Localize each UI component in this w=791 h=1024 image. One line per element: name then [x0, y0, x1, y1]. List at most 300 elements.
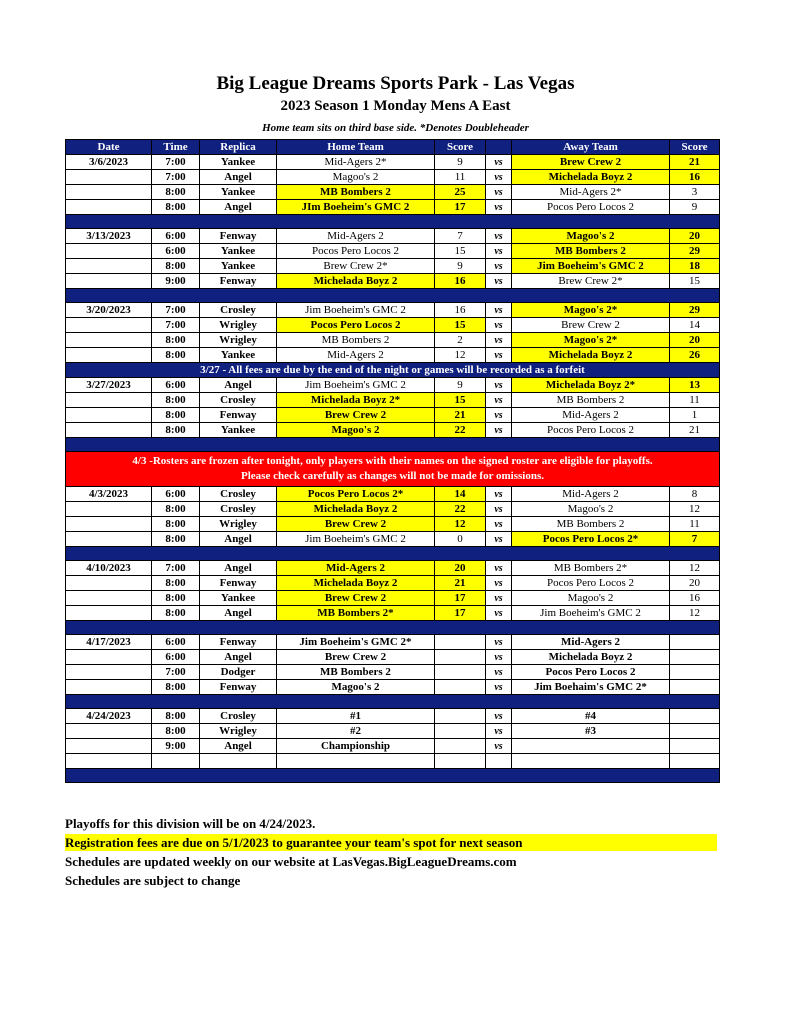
game-date — [66, 408, 152, 423]
column-header-date: Date — [66, 140, 152, 155]
game-field: Dodger — [200, 665, 277, 680]
game-time: 7:00 — [152, 665, 200, 680]
home-team: Michelada Boyz 2 — [277, 576, 435, 591]
away-score: 20 — [670, 229, 720, 244]
away-team: Pocos Pero Locos 2 — [512, 423, 670, 438]
vs-label: vs — [486, 348, 512, 363]
home-score: 2 — [435, 333, 486, 348]
game-time: 8:00 — [152, 680, 200, 695]
game-row — [66, 378, 720, 393]
away-score: 26 — [670, 348, 720, 363]
vs-label — [486, 754, 512, 769]
home-team — [277, 754, 435, 769]
home-score: 20 — [435, 561, 486, 576]
game-time: 8:00 — [152, 502, 200, 517]
vs-label: vs — [486, 185, 512, 200]
game-time: 8:00 — [152, 393, 200, 408]
home-team: Magoo's 2 — [277, 170, 435, 185]
home-score: 15 — [435, 393, 486, 408]
game-row — [66, 274, 720, 289]
away-team: #4 — [512, 709, 670, 724]
footer-website: Schedules are updated weekly on our website at LasVegas.BigLeagueDreams.com — [65, 854, 517, 869]
vs-label: vs — [486, 408, 512, 423]
vs-label: vs — [486, 680, 512, 695]
game-field: Yankee — [200, 155, 277, 170]
game-time: 8:00 — [152, 423, 200, 438]
game-time: 6:00 — [152, 487, 200, 502]
home-team-note: Home team sits on third base side. *Denotes Doubleheader — [262, 122, 529, 134]
vs-label: vs — [486, 561, 512, 576]
away-team: MB Bombers 2* — [512, 561, 670, 576]
game-date — [66, 739, 152, 754]
game-field: Fenway — [200, 576, 277, 591]
home-score: 22 — [435, 502, 486, 517]
away-team: Michelada Boyz 2 — [512, 650, 670, 665]
home-team: Pocos Pero Locos 2 — [277, 318, 435, 333]
home-team: Championship — [277, 739, 435, 754]
away-score: 18 — [670, 259, 720, 274]
game-time: 7:00 — [152, 155, 200, 170]
vs-label: vs — [486, 333, 512, 348]
home-team: Michelada Boyz 2 — [277, 502, 435, 517]
home-team: MB Bombers 2* — [277, 606, 435, 621]
home-score: 15 — [435, 318, 486, 333]
away-score: 9 — [670, 200, 720, 215]
vs-label: vs — [486, 200, 512, 215]
game-time: 8:00 — [152, 408, 200, 423]
game-time: 6:00 — [152, 229, 200, 244]
home-team: Brew Crew 2 — [277, 591, 435, 606]
game-time — [152, 754, 200, 769]
page-subtitle: 2023 Season 1 Monday Mens A East — [280, 98, 511, 114]
game-date — [66, 200, 152, 215]
game-date: 3/6/2023 — [66, 155, 152, 170]
game-field: Yankee — [200, 348, 277, 363]
vs-label: vs — [486, 378, 512, 393]
game-field: Crosley — [200, 303, 277, 318]
away-score: 21 — [670, 423, 720, 438]
away-team: MB Bombers 2 — [512, 517, 670, 532]
home-team: MB Bombers 2 — [277, 185, 435, 200]
game-row — [66, 724, 720, 739]
game-time: 7:00 — [152, 170, 200, 185]
game-row — [66, 303, 720, 318]
game-field: Angel — [200, 561, 277, 576]
fee-notice-row — [66, 363, 720, 378]
game-row — [66, 185, 720, 200]
vs-label: vs — [486, 665, 512, 680]
vs-label: vs — [486, 259, 512, 274]
game-date — [66, 680, 152, 695]
home-team: Jim Boeheim's GMC 2 — [277, 532, 435, 547]
vs-label: vs — [486, 635, 512, 650]
vs-label: vs — [486, 155, 512, 170]
game-time: 6:00 — [152, 635, 200, 650]
home-score: 11 — [435, 170, 486, 185]
home-team: JIm Boeheim's GMC 2 — [277, 200, 435, 215]
game-date — [66, 274, 152, 289]
game-date — [66, 754, 152, 769]
game-row — [66, 259, 720, 274]
game-time: 8:00 — [152, 348, 200, 363]
game-field: Angel — [200, 200, 277, 215]
vs-label: vs — [486, 487, 512, 502]
home-team: #1 — [277, 709, 435, 724]
home-score: 22 — [435, 423, 486, 438]
away-team: MB Bombers 2 — [512, 244, 670, 259]
roster-alert-line-1: 4/3 -Rosters are frozen after tonight, only players with their names on the signed roster are eligible for playoffs. — [132, 455, 653, 467]
game-time: 8:00 — [152, 576, 200, 591]
away-score: 20 — [670, 576, 720, 591]
vs-label: vs — [486, 244, 512, 259]
game-field: Crosley — [200, 393, 277, 408]
vs-label: vs — [486, 650, 512, 665]
game-time: 7:00 — [152, 561, 200, 576]
game-date — [66, 606, 152, 621]
vs-label: vs — [486, 318, 512, 333]
home-team: Brew Crew 2 — [277, 517, 435, 532]
column-header-home-score: Score — [435, 140, 486, 155]
game-date — [66, 185, 152, 200]
away-score: 13 — [670, 378, 720, 393]
game-date — [66, 333, 152, 348]
vs-label: vs — [486, 709, 512, 724]
game-field: Fenway — [200, 680, 277, 695]
week-separator-row — [66, 438, 720, 452]
home-score — [435, 665, 486, 680]
game-row — [66, 665, 720, 680]
game-row — [66, 591, 720, 606]
away-team: Michelada Boyz 2 — [512, 170, 670, 185]
game-date — [66, 650, 152, 665]
separator-cell — [66, 289, 720, 303]
separator-cell — [66, 621, 720, 635]
separator-cell — [66, 769, 720, 783]
away-team: Mid-Agers 2 — [512, 487, 670, 502]
game-date — [66, 244, 152, 259]
game-field: Wrigley — [200, 724, 277, 739]
game-row — [66, 229, 720, 244]
game-row — [66, 576, 720, 591]
week-separator-row — [66, 769, 720, 783]
home-score — [435, 650, 486, 665]
away-team: Michelada Boyz 2 — [512, 348, 670, 363]
home-score — [435, 709, 486, 724]
game-date — [66, 724, 152, 739]
game-field: Angel — [200, 650, 277, 665]
game-row — [66, 423, 720, 438]
home-team: Jim Boeheim's GMC 2 — [277, 378, 435, 393]
away-team: Brew Crew 2 — [512, 318, 670, 333]
home-score — [435, 680, 486, 695]
game-date: 4/24/2023 — [66, 709, 152, 724]
game-time: 8:00 — [152, 517, 200, 532]
home-score: 16 — [435, 303, 486, 318]
game-field: Fenway — [200, 408, 277, 423]
game-date: 4/3/2023 — [66, 487, 152, 502]
vs-label: vs — [486, 303, 512, 318]
game-row — [66, 170, 720, 185]
game-row — [66, 393, 720, 408]
away-score — [670, 665, 720, 680]
home-team: Jim Boeheim's GMC 2* — [277, 635, 435, 650]
week-separator-row — [66, 289, 720, 303]
away-team: Mid-Agers 2 — [512, 408, 670, 423]
game-field: Fenway — [200, 274, 277, 289]
game-date — [66, 502, 152, 517]
game-date — [66, 170, 152, 185]
home-score: 12 — [435, 348, 486, 363]
game-field: Wrigley — [200, 318, 277, 333]
home-score: 21 — [435, 408, 486, 423]
game-field: Crosley — [200, 709, 277, 724]
home-team: Michelada Boyz 2 — [277, 274, 435, 289]
game-field: Yankee — [200, 259, 277, 274]
game-time: 8:00 — [152, 724, 200, 739]
away-score: 11 — [670, 393, 720, 408]
game-row — [66, 635, 720, 650]
away-team: Magoo's 2 — [512, 591, 670, 606]
away-team: Pocos Pero Locos 2* — [512, 532, 670, 547]
page-title: Big League Dreams Sports Park - Las Vegas — [216, 73, 575, 94]
game-date: 3/20/2023 — [66, 303, 152, 318]
home-score: 17 — [435, 591, 486, 606]
game-date — [66, 576, 152, 591]
game-field: Yankee — [200, 244, 277, 259]
game-row — [66, 606, 720, 621]
game-field — [200, 754, 277, 769]
game-date — [66, 423, 152, 438]
away-score: 29 — [670, 244, 720, 259]
away-team: Brew Crew 2* — [512, 274, 670, 289]
footer-registration: Registration fees are due on 5/1/2023 to guarantee your team's spot for next season — [65, 834, 717, 851]
game-field: Angel — [200, 170, 277, 185]
home-score: 12 — [435, 517, 486, 532]
away-score: 14 — [670, 318, 720, 333]
game-date — [66, 348, 152, 363]
game-date: 3/27/2023 — [66, 378, 152, 393]
home-team: Mid-Agers 2 — [277, 561, 435, 576]
game-field: Angel — [200, 739, 277, 754]
away-team: Mid-Agers 2* — [512, 185, 670, 200]
home-team: Pocos Pero Locos 2* — [277, 487, 435, 502]
game-time: 8:00 — [152, 259, 200, 274]
away-score — [670, 680, 720, 695]
game-field: Wrigley — [200, 333, 277, 348]
home-score — [435, 754, 486, 769]
game-field: Crosley — [200, 502, 277, 517]
home-team: Magoo's 2 — [277, 680, 435, 695]
game-date — [66, 517, 152, 532]
column-header-away-team: Away Team — [512, 140, 670, 155]
vs-label: vs — [486, 532, 512, 547]
vs-label: vs — [486, 229, 512, 244]
game-row — [66, 680, 720, 695]
home-score: 7 — [435, 229, 486, 244]
game-date — [66, 259, 152, 274]
separator-cell — [66, 695, 720, 709]
game-row — [66, 739, 720, 754]
away-score: 12 — [670, 606, 720, 621]
game-time: 8:00 — [152, 333, 200, 348]
away-score: 11 — [670, 517, 720, 532]
game-time: 8:00 — [152, 591, 200, 606]
game-field: Yankee — [200, 591, 277, 606]
game-time: 9:00 — [152, 274, 200, 289]
game-field: Yankee — [200, 185, 277, 200]
home-score: 17 — [435, 200, 486, 215]
away-team: Michelada Boyz 2* — [512, 378, 670, 393]
away-team: Brew Crew 2 — [512, 155, 670, 170]
column-header-home-team: Home Team — [277, 140, 435, 155]
away-team: Jim Boeheim's GMC 2 — [512, 606, 670, 621]
home-team: Brew Crew 2* — [277, 259, 435, 274]
game-date — [66, 532, 152, 547]
home-team: Michelada Boyz 2* — [277, 393, 435, 408]
home-score: 9 — [435, 259, 486, 274]
vs-label: vs — [486, 393, 512, 408]
home-score: 9 — [435, 155, 486, 170]
home-team: Mid-Agers 2* — [277, 155, 435, 170]
footer-change-notice: Schedules are subject to change — [65, 873, 241, 888]
home-score: 16 — [435, 274, 486, 289]
home-score: 9 — [435, 378, 486, 393]
home-score: 21 — [435, 576, 486, 591]
game-row — [66, 244, 720, 259]
vs-label: vs — [486, 170, 512, 185]
home-team: Brew Crew 2 — [277, 650, 435, 665]
game-row — [66, 502, 720, 517]
home-team: Mid-Agers 2 — [277, 229, 435, 244]
game-date — [66, 393, 152, 408]
game-date: 4/17/2023 — [66, 635, 152, 650]
away-score — [670, 754, 720, 769]
away-score — [670, 635, 720, 650]
vs-label: vs — [486, 517, 512, 532]
away-score: 21 — [670, 155, 720, 170]
vs-label: vs — [486, 724, 512, 739]
footer-playoffs: Playoffs for this division will be on 4/24/2023. — [65, 816, 316, 831]
game-row — [66, 650, 720, 665]
game-row — [66, 709, 720, 724]
column-header-time: Time — [152, 140, 200, 155]
away-team: Magoo's 2 — [512, 502, 670, 517]
game-row — [66, 487, 720, 502]
away-team: Magoo's 2* — [512, 303, 670, 318]
away-team: Jim Boehaim's GMC 2* — [512, 680, 670, 695]
home-score — [435, 635, 486, 650]
home-team: Pocos Pero Locos 2 — [277, 244, 435, 259]
away-score: 16 — [670, 591, 720, 606]
game-time: 6:00 — [152, 650, 200, 665]
game-time: 6:00 — [152, 378, 200, 393]
game-time: 6:00 — [152, 244, 200, 259]
column-header-vs — [486, 140, 512, 155]
home-team: MB Bombers 2 — [277, 333, 435, 348]
vs-label: vs — [486, 591, 512, 606]
vs-label: vs — [486, 423, 512, 438]
game-time: 8:00 — [152, 606, 200, 621]
away-score — [670, 709, 720, 724]
away-team: MB Bombers 2 — [512, 393, 670, 408]
game-date — [66, 665, 152, 680]
game-field: Angel — [200, 532, 277, 547]
schedule-body — [66, 155, 720, 783]
game-field: Fenway — [200, 635, 277, 650]
away-score: 3 — [670, 185, 720, 200]
home-team: Magoo's 2 — [277, 423, 435, 438]
game-time: 8:00 — [152, 532, 200, 547]
game-time: 8:00 — [152, 185, 200, 200]
away-team: Pocos Pero Locos 2 — [512, 665, 670, 680]
home-score: 14 — [435, 487, 486, 502]
game-time: 7:00 — [152, 318, 200, 333]
away-score: 29 — [670, 303, 720, 318]
roster-alert-cell — [66, 452, 720, 487]
game-time: 8:00 — [152, 200, 200, 215]
game-row — [66, 754, 720, 769]
game-date — [66, 591, 152, 606]
vs-label: vs — [486, 274, 512, 289]
game-row — [66, 561, 720, 576]
game-field: Angel — [200, 378, 277, 393]
away-score: 7 — [670, 532, 720, 547]
home-score — [435, 739, 486, 754]
vs-label: vs — [486, 606, 512, 621]
week-separator-row — [66, 215, 720, 229]
table-header-row — [66, 140, 720, 155]
away-score: 1 — [670, 408, 720, 423]
away-team: Mid-Agers 2 — [512, 635, 670, 650]
game-date: 3/13/2023 — [66, 229, 152, 244]
week-separator-row — [66, 621, 720, 635]
vs-label: vs — [486, 502, 512, 517]
game-row — [66, 155, 720, 170]
game-field: Yankee — [200, 423, 277, 438]
home-score: 25 — [435, 185, 486, 200]
home-team: #2 — [277, 724, 435, 739]
game-time: 8:00 — [152, 709, 200, 724]
vs-label: vs — [486, 576, 512, 591]
game-row — [66, 532, 720, 547]
game-row — [66, 348, 720, 363]
away-score — [670, 739, 720, 754]
separator-cell — [66, 547, 720, 561]
roster-alert-row — [66, 452, 720, 487]
away-score: 16 — [670, 170, 720, 185]
vs-label: vs — [486, 739, 512, 754]
schedule-table — [65, 139, 720, 783]
game-row — [66, 318, 720, 333]
game-time: 9:00 — [152, 739, 200, 754]
game-row — [66, 333, 720, 348]
game-field: Wrigley — [200, 517, 277, 532]
week-separator-row — [66, 547, 720, 561]
column-header-replica: Replica — [200, 140, 277, 155]
fee-notice-text: 3/27 - All fees are due by the end of the night or games will be recorded as a forfeit — [66, 363, 720, 378]
home-score: 15 — [435, 244, 486, 259]
away-team: Jim Boeheim's GMC 2 — [512, 259, 670, 274]
away-score — [670, 724, 720, 739]
home-score: 0 — [435, 532, 486, 547]
away-team — [512, 739, 670, 754]
game-field: Angel — [200, 606, 277, 621]
week-separator-row — [66, 695, 720, 709]
away-team — [512, 754, 670, 769]
game-field: Crosley — [200, 487, 277, 502]
away-score: 8 — [670, 487, 720, 502]
home-team: Mid-Agers 2 — [277, 348, 435, 363]
